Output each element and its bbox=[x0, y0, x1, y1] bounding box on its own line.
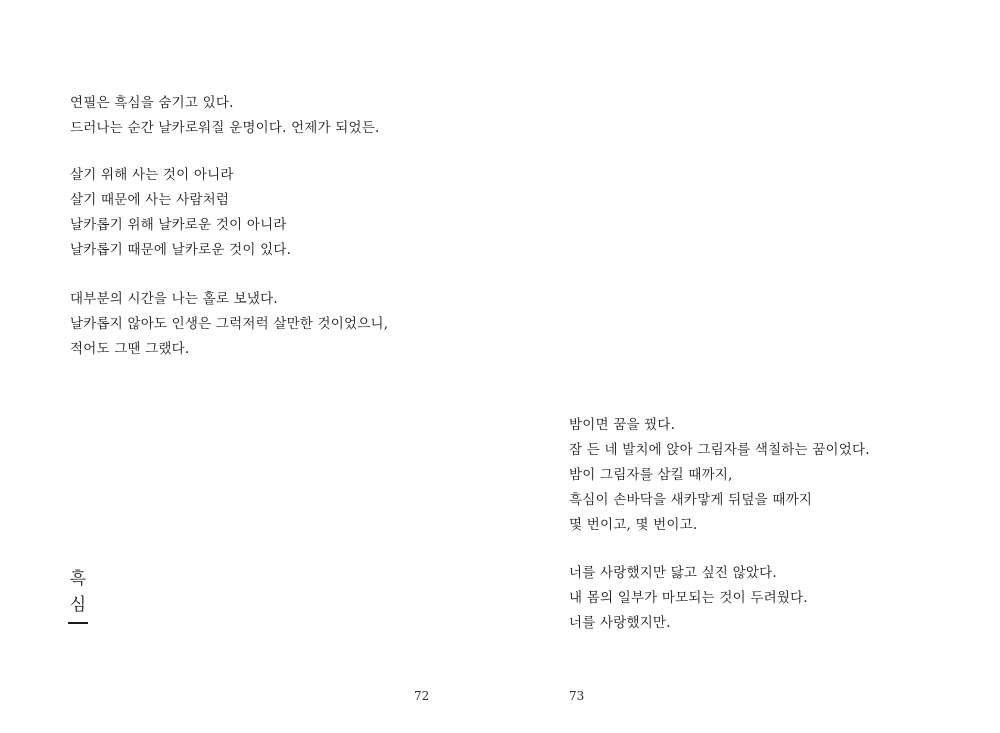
right-page bbox=[500, 0, 1000, 733]
stanza bbox=[569, 413, 870, 538]
poem-line: 드러나는 순간 날카로워질 운명이다. 언제가 되었든. bbox=[70, 120, 380, 136]
poem-line: 너를 사랑했지만 닳고 싶진 않았다. bbox=[569, 565, 777, 581]
poem-line: 밤이면 꿈을 꿨다. bbox=[569, 417, 676, 433]
stanza bbox=[70, 163, 291, 263]
poem-title bbox=[66, 566, 90, 624]
poem-line: 몇 번이고, 몇 번이고. bbox=[569, 517, 698, 533]
poem-line: 너를 사랑했지만. bbox=[569, 615, 671, 631]
poem-line: 적어도 그땐 그랬다. bbox=[70, 341, 190, 357]
title-char: 심 bbox=[69, 595, 87, 615]
poem-line: 대부분의 시간을 나는 홀로 보냈다. bbox=[70, 291, 278, 307]
poem-line: 살기 때문에 사는 사람처럼 bbox=[70, 192, 230, 208]
poem-line: 날카롭지 않아도 인생은 그럭저럭 살만한 것이었으니, bbox=[70, 316, 389, 332]
poem-line: 흑심이 손바닥을 새카맣게 뒤덮을 때까지 bbox=[569, 492, 813, 508]
poem-line: 연필은 흑심을 숨기고 있다. bbox=[70, 95, 234, 111]
page-number: 73 bbox=[569, 689, 585, 703]
stanza bbox=[569, 561, 808, 636]
title-char: 흑 bbox=[69, 569, 87, 589]
poem-line: 날카롭기 위해 날카로운 것이 아니라 bbox=[70, 217, 287, 233]
poem-line: 살기 위해 사는 것이 아니라 bbox=[70, 167, 234, 183]
poem-line: 잠 든 네 발치에 앉아 그림자를 색칠하는 꿈이었다. bbox=[569, 442, 870, 458]
poem-line: 내 몸의 일부가 마모되는 것이 두려웠다. bbox=[569, 590, 808, 606]
poem-line: 밤이 그림자를 삼킬 때까지, bbox=[569, 467, 733, 483]
page-number: 72 bbox=[414, 689, 430, 703]
stanza bbox=[70, 91, 380, 141]
title-dash bbox=[68, 622, 88, 624]
stanza bbox=[70, 287, 388, 362]
poem-line: 날카롭기 때문에 날카로운 것이 있다. bbox=[70, 242, 292, 258]
